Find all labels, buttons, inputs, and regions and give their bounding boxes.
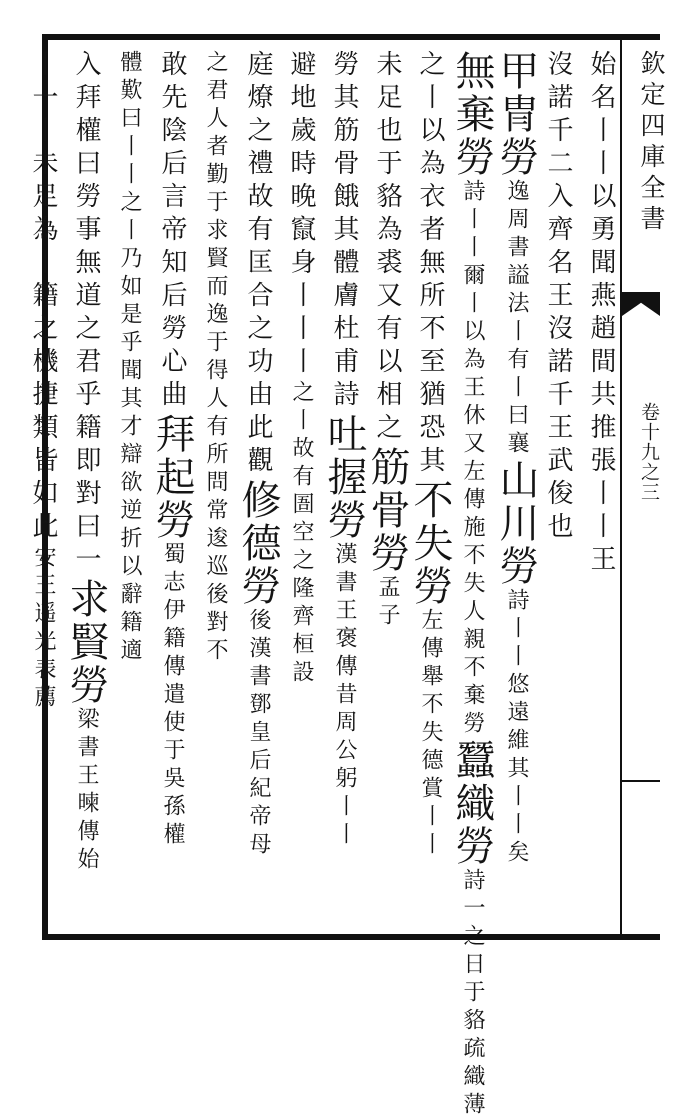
fore-edge-rule [622, 780, 660, 782]
entry-heading: 山川勞 [493, 459, 539, 588]
annotation-text: 蜀志伊籍傳遣使于吳孫權 [160, 542, 185, 850]
text-column-5 [404, 50, 454, 930]
entry-heading: 無棄勞 [449, 50, 495, 179]
body-text: 丨一丨未足為丨籍之機捷類皆如此 [28, 50, 58, 545]
annotation-text: 梁書王暕傳始 [74, 707, 99, 875]
body-text: 始名丨丨以勇聞燕趙間共推張丨丨王 [586, 50, 616, 578]
text-column-14 [17, 50, 67, 930]
text-column-3 [490, 50, 540, 930]
annotation-text: 漢書王褒傳昔周公躬丨丨 [332, 542, 357, 850]
text-column-8 [275, 50, 325, 930]
text-column-12 [103, 50, 153, 930]
body-text: 入拜權曰勞事無道之君乎籍即對曰一 [71, 50, 101, 578]
entry-heading: 吐握勞 [321, 413, 367, 542]
body-text: 敢先陰后言帝知后勞心曲 [157, 50, 187, 413]
entry-heading: 甲冑勞 [493, 50, 539, 179]
annotation-text: 詩一之日于貉疏織薄 [460, 868, 485, 1120]
entry-heading: 求賢勞 [63, 578, 109, 707]
body-text: 沒諾千二入齊名王沒諾千王武俊也 [543, 50, 573, 545]
text-column-11 [146, 50, 196, 930]
body-text: 未足也于貉為裘又有以相之 [372, 50, 402, 446]
annotation-text: 左傳舉不失 [418, 608, 443, 748]
annotation-text: 之君人者勤于求賢而逸于得人有所問常逡巡後對不 [203, 50, 228, 666]
annotation-text: 左傳施不失人親不棄勞 [460, 459, 485, 739]
annotation-text: 體歎曰丨丨之丨乃如是乎聞其才辯欲逆折以辭籍適 [117, 50, 142, 666]
body-text: 避地歲時晚竄身丨丨丨 [286, 50, 316, 380]
entry-heading: 不失勞 [407, 479, 453, 608]
annotation-text: 德賞丨丨 [418, 748, 443, 860]
text-column-6 [361, 50, 411, 930]
entry-heading: 筋骨勞 [364, 446, 410, 575]
entry-heading: 拜起勞 [149, 413, 195, 542]
annotation-text: 詩丨丨爾丨以為王休又 [460, 179, 485, 459]
volume-label: 卷十九之三 [638, 402, 660, 502]
body-text: 庭燎之禮故有匡合之功由此觀 [243, 50, 273, 479]
text-column-1 [575, 50, 625, 930]
entry-heading: 蠶織勞 [449, 739, 495, 868]
annotation-text: 安王遥光表薦 [31, 545, 56, 713]
text-column-10 [189, 50, 239, 930]
text-column-9 [232, 50, 282, 930]
text-column-7 [318, 50, 368, 930]
body-text: 之丨以為衣者無所不至猶恐其 [415, 50, 445, 479]
annotation-text: 詩丨丨悠遠 [504, 588, 529, 728]
collection-title: 欽定四庫全書 [637, 50, 666, 236]
text-column-13 [60, 50, 110, 930]
annotation-text: 孟子 [375, 575, 400, 631]
annotation-text: 維其丨丨矣 [504, 728, 529, 868]
annotation-text: 逸周書謚法丨 [504, 179, 529, 347]
entry-heading: 修德勞 [235, 479, 281, 608]
annotation-text: 後漢書鄧皇后紀帝母 [246, 608, 271, 860]
annotation-text: 有丨曰襄 [504, 347, 529, 459]
body-text: 勞其筋骨餓其體膚杜甫詩 [329, 50, 359, 413]
annotation-text: 之丨故有圄空之隆齊桓設 [289, 380, 314, 688]
